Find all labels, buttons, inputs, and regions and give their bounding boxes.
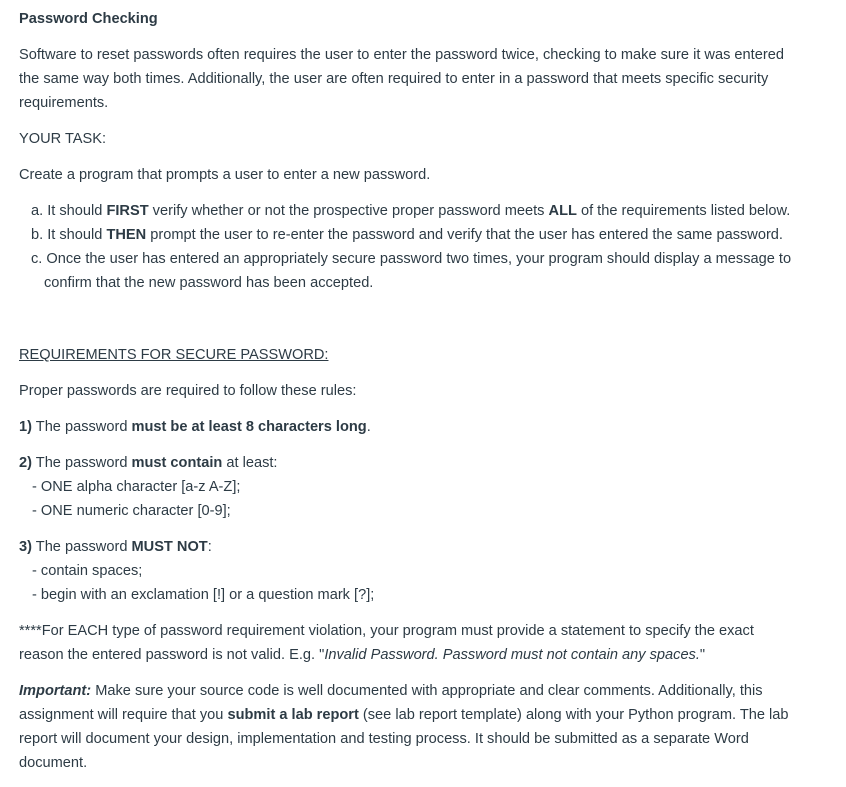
important-line-1: Important: Make sure your source code is well documented with appropriate and clear comments. Additionally, this <box>19 683 763 699</box>
rule-3: 3) The password MUST NOT: <box>19 539 212 555</box>
rule-2-item: - ONE alpha character [a-z A-Z]; <box>32 479 241 495</box>
intro-line-2: the same way both times. Additionally, the user are often required to enter in a password that meets specific security <box>19 71 769 87</box>
rule-2: 2) The password must contain at least: <box>19 455 278 471</box>
important-line-3: report will document your design, implementation and testing process. It should be submitted as a separate Word <box>19 731 749 747</box>
important-line-4: document. <box>19 755 88 771</box>
task-item-c-line-2: confirm that the new password has been accepted. <box>44 275 374 291</box>
task-heading: YOUR TASK: <box>19 131 107 147</box>
important-line-2: assignment will require that you submit a lab report (see lab report template) along with your Python program. The lab <box>19 707 789 723</box>
rule-2-item: - ONE numeric character [0-9]; <box>32 503 231 519</box>
rule-1: 1) The password must be at least 8 characters long. <box>19 419 371 435</box>
note-line-2: reason the entered password is not valid. E.g. "Invalid Password. Password must not contain any spaces." <box>19 647 706 663</box>
requirements-heading: REQUIREMENTS FOR SECURE PASSWORD: <box>19 347 329 363</box>
intro-line-3: requirements. <box>19 95 109 111</box>
intro-line-1: Software to reset passwords often requires the user to enter the password twice, checking to make sure it was entered <box>19 47 784 63</box>
note-line-1: ****For EACH type of password requirement violation, your program must provide a statement to specify the exact <box>19 623 754 639</box>
task-intro: Create a program that prompts a user to enter a new password. <box>19 167 431 183</box>
page-title: Password Checking <box>19 11 158 27</box>
task-item-b: b. It should THEN prompt the user to re-enter the password and verify that the user has entered the same password. <box>31 227 783 243</box>
task-item-a: a. It should FIRST verify whether or not the prospective proper password meets ALL of the requirements listed below. <box>31 203 791 219</box>
rule-3-item: - contain spaces; <box>32 563 143 579</box>
requirements-intro: Proper passwords are required to follow these rules: <box>19 383 357 399</box>
rule-3-item: - begin with an exclamation [!] or a question mark [?]; <box>32 587 375 603</box>
task-item-c-line-1: c. Once the user has entered an appropriately secure password two times, your program should display a message to <box>31 251 792 267</box>
